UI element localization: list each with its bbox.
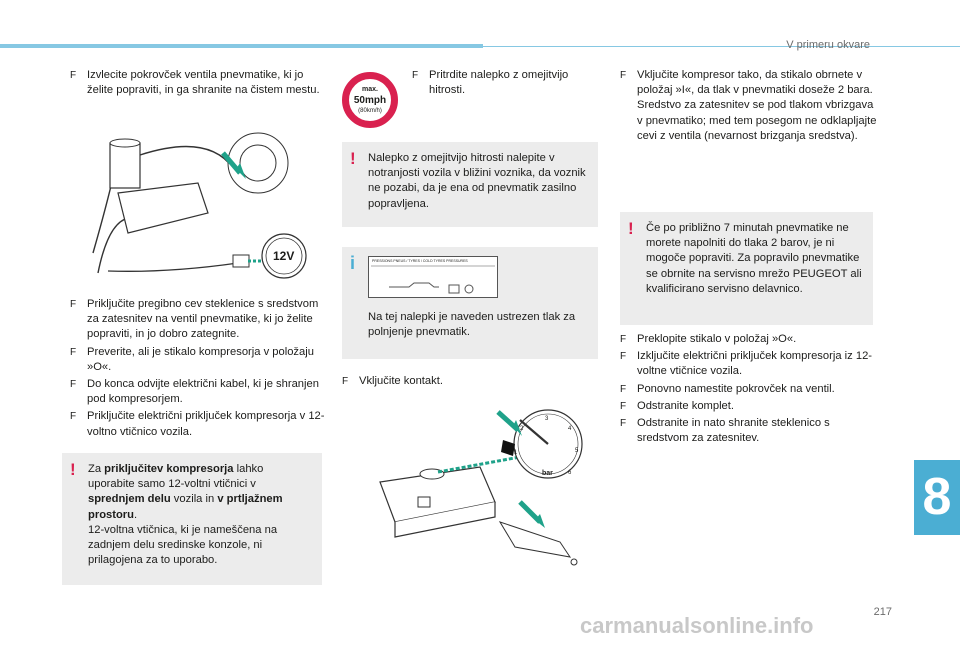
col1-step1: F Izvlecite pokrovček ventila pnevmatike, ki jo želite popraviti, in ga shranite na čistem mestu.: [70, 69, 320, 97]
warning-icon: !: [70, 460, 76, 479]
bullet-icon: F: [620, 418, 627, 430]
header-accent-bar: [0, 44, 483, 48]
list-item: F Preverite, ali je stikalo kompresorja v položaju »O«.: [70, 345, 314, 373]
list-item: F Ponovno namestite pokrovček na ventil.: [620, 382, 878, 397]
list-item: F Preklopite stikalo v položaj »O«.: [620, 332, 878, 347]
list-item: F Izklјučite električni priključek kompresorja iz 12-voltne vtičnice vozila.: [620, 350, 873, 378]
bullet-icon: F: [70, 411, 77, 423]
watermark: carmanualsonline.info: [580, 613, 814, 638]
section-title: V primeru okvare: [786, 39, 870, 51]
bullet-icon: F: [620, 383, 627, 395]
bullet-icon: F: [70, 299, 77, 310]
bullet-icon: F: [620, 351, 627, 363]
compressor-illustration: [88, 123, 313, 283]
gauge-unit-label: bar: [542, 470, 553, 477]
warning-icon: !: [628, 219, 634, 238]
list-item: F Do konca odvijte električni kabel, ki je shranjen pod kompresorjem.: [70, 378, 319, 406]
col2-step2: F Vključite kontakt.: [342, 374, 542, 389]
bullet-icon: F: [620, 400, 627, 412]
list-item: F Priključite električni priključek kompresorja v 12-voltno vtičnico vozila.: [70, 410, 325, 438]
bullet-icon: F: [620, 334, 627, 345]
page-number: 217: [873, 606, 892, 618]
bullet-icon: F: [70, 70, 77, 81]
speed-limit-sign: max. 50mph (80km/h): [342, 72, 402, 132]
gauge-tick-label: 3: [545, 416, 549, 422]
info-note-pressure: i PRESSIONS PNEUS / TYRES / COLD TYRES PRESSURES Na tej nalepki je naveden ustrezen tlak za polnjenje pnevmatik.: [342, 247, 598, 359]
12v-socket-label: 12V: [273, 249, 295, 263]
tyre-pressure-label: PRESSIONS PNEUS / TYRES / COLD TYRES PRESSURES: [368, 256, 498, 298]
col3-step1: F Vključite kompresor tako, da stikalo obrnete v položaj »I«, da tlak v pnevmatiki doseže 2 bara. Sredstvo za zatesnitev se pod tlakom vbrizgava v pnevmatiko; med tem posegom ne odklapljajte cevi z ventila (nevarnost brizganja sredstva).: [620, 69, 877, 142]
warning-note-sticker: ! Nalepko z omejitvijo hitrosti nalepite v notranjosti vozila v bližini voznika, da voznik ne pozabi, da je ena od pnevmatik zasilno popravljena.: [342, 142, 598, 227]
warning-note-socket: ! Za priključitev kompresorja lahko uporabite samo 12-voltni vtičnici v sprednjem delu vozila in v prtljažnem prostoru. 12-voltna vtičnica, ki je nameščena na zadnjem delu sredinske konzole, ni prilagojena za to uporabo.: [62, 453, 322, 585]
col3-steps: [620, 332, 878, 446]
warning-icon: !: [350, 149, 356, 168]
bullet-icon: F: [70, 379, 77, 391]
bullet-icon: F: [70, 346, 77, 358]
chapter-tab: 8: [914, 460, 960, 535]
list-item: F Odstranite komplet.: [620, 399, 878, 414]
gauge-tick-label: 1: [514, 450, 518, 456]
col2-step1: F Pritrdite nalepko z omejitvijo hitrosti.: [412, 69, 569, 97]
col1-steps: [70, 297, 325, 440]
warning-note-failure: ! Če po približno 7 minutah pnevmatike ne morete napolniti do tlaka 2 barov, je ni mogoče popraviti. Za popravilo pnevmatike se obrnite na servisno mrežo PEUGEOT ali kvalificirano servisno delavnico.: [620, 212, 873, 325]
list-item: F Priključite pregibno cev steklenice s sredstvom za zatesnitev na ventil pnevmatike, ki jo želite popraviti, in jo dobro zategnite.: [70, 298, 319, 341]
compressor-gauge-illustration: [370, 402, 590, 572]
gauge-tick-label: 4: [568, 426, 572, 432]
header-rule: [483, 46, 960, 47]
bullet-icon: F: [620, 70, 627, 81]
gauge-tick-label: 2: [520, 426, 524, 432]
info-icon: i: [350, 253, 356, 273]
gauge-tick-label: 5: [575, 448, 579, 454]
gauge-tick-label: 6: [568, 470, 572, 476]
list-item: F Odstranite in nato shranite steklenico s sredstvom za zatesnitev.: [620, 417, 830, 445]
bullet-icon: F: [342, 376, 349, 387]
bullet-icon: F: [412, 70, 419, 81]
